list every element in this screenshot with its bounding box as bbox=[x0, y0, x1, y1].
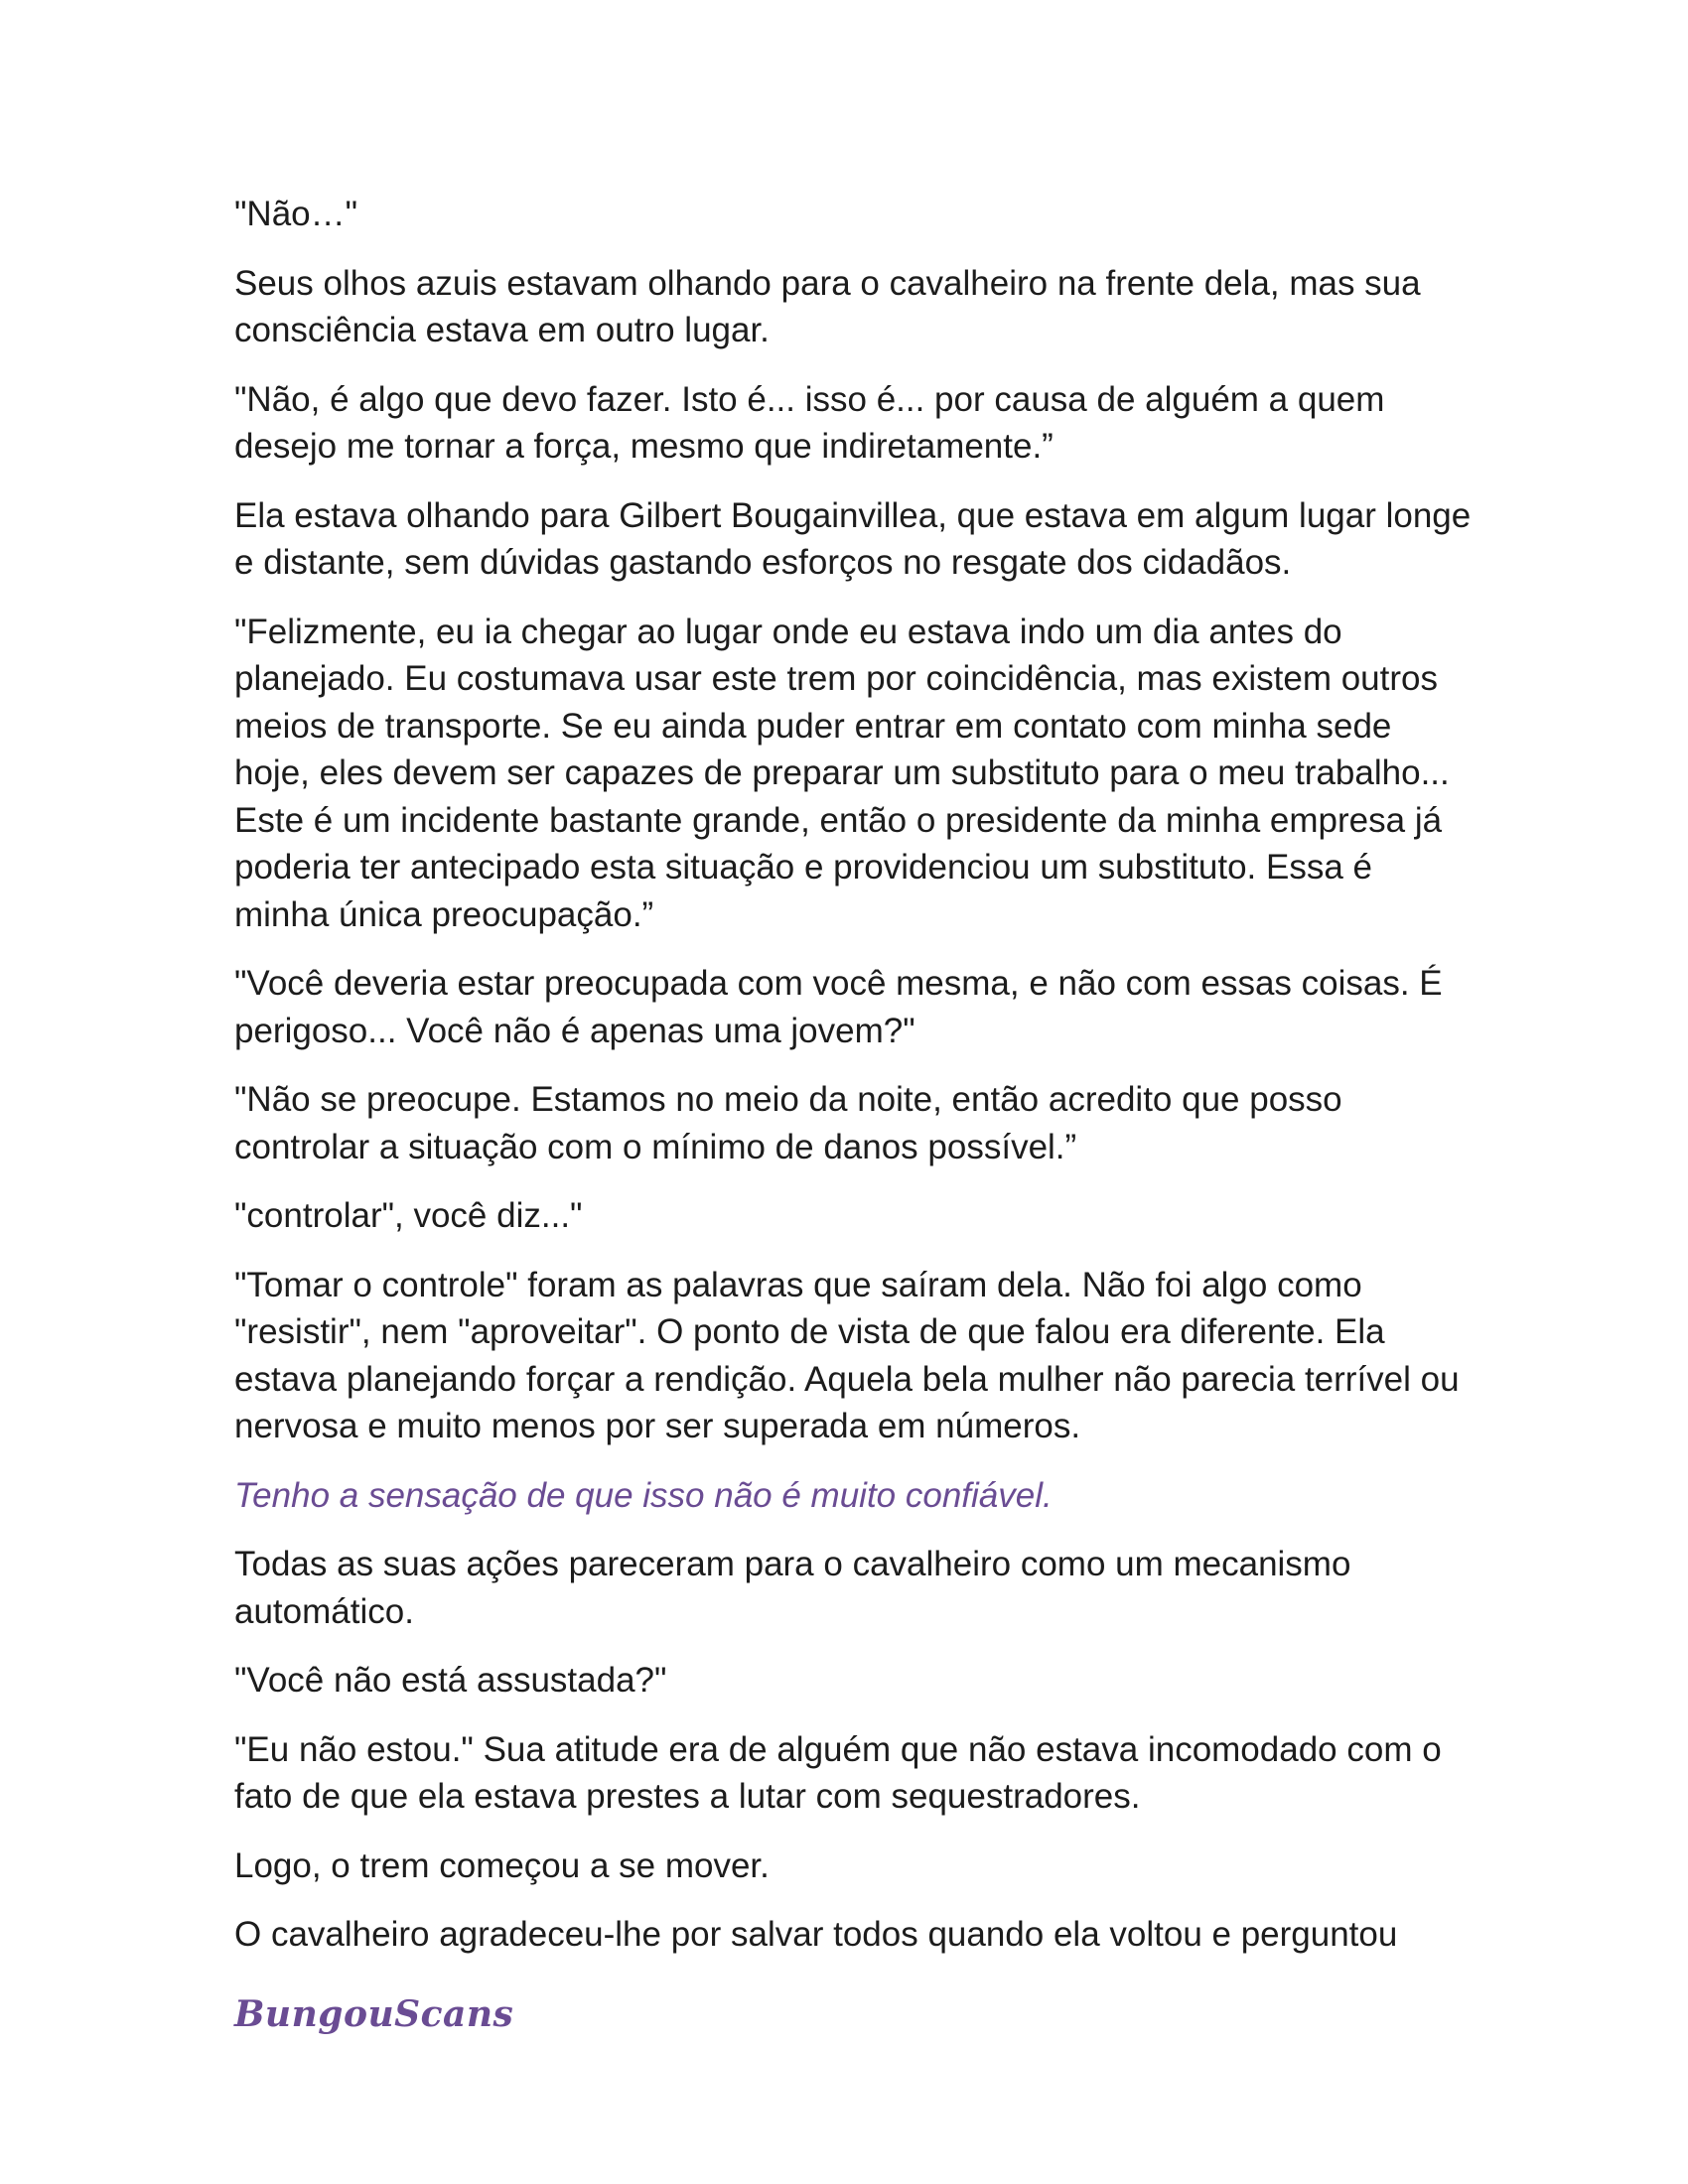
paragraph: "Não, é algo que devo fazer. Isto é... isso é... por causa de alguém a quem desejo me tornar a força, mesmo que indiretamente.” bbox=[234, 379, 1385, 466]
paragraph: "Não…" bbox=[234, 195, 358, 233]
paragraph: "Felizmente, eu ia chegar ao lugar onde eu estava indo um dia antes do planejado. Eu costumava usar este trem por coincidência, mas existem outros meios de transporte. Se eu ainda puder entrar em contato com minha sede hoje, eles devem ser capazes de preparar um substituto para o meu trabalho... Este é um incidente bastante grande, então o presidente da minha empresa já poderia ter antecipado esta situação e providenciou um substituto. Essa é minha única preocupação.” bbox=[234, 612, 1450, 934]
paragraph: O cavalheiro agradeceu-lhe por salvar todos quando ela voltou e perguntou bbox=[234, 1915, 1398, 1954]
paragraph: Logo, o trem começou a se mover. bbox=[234, 1845, 770, 1885]
paragraph: "Tomar o controle" foram as palavras que saíram dela. Não foi algo como "resistir", nem "aproveitar". O ponto de vista de que falou era diferente. Ela estava planejando forçar a rendição. Aquela bela mulher não parecia terrível ou nervosa e muito menos por ser superada em números. bbox=[234, 1265, 1460, 1445]
paragraph: "controlar", você diz..." bbox=[234, 1196, 583, 1235]
paragraph: "Você não está assustada?" bbox=[234, 1661, 667, 1700]
document-body bbox=[234, 191, 1476, 1980]
paragraph: Seus olhos azuis estavam olhando para o cavalheiro na frente dela, mas sua consciência estava em outro lugar. bbox=[234, 263, 1421, 349]
italic-thought-paragraph: Tenho a sensação de que isso não é muito confiável. bbox=[234, 1475, 1053, 1515]
paragraph: "Não se preocupe. Estamos no meio da noite, então acredito que posso controlar a situação com o mínimo de danos possível.” bbox=[234, 1080, 1342, 1166]
paragraph: Todas as suas ações pareceram para o cavalheiro como um mecanismo automático. bbox=[234, 1545, 1351, 1631]
paragraph: Ela estava olhando para Gilbert Bougainvillea, que estava em algum lugar longe e distante, sem dúvidas gastando esforços no resgate dos cidadãos. bbox=[234, 495, 1472, 582]
watermark-logo: BungouScans bbox=[234, 1993, 514, 2035]
paragraph: "Eu não estou." Sua atitude era de alguém que não estava incomodado com o fato de que ela estava prestes a lutar com sequestradores. bbox=[234, 1729, 1442, 1816]
paragraph: "Você deveria estar preocupada com você mesma, e não com essas coisas. É perigoso... Você não é apenas uma jovem?" bbox=[234, 964, 1443, 1050]
